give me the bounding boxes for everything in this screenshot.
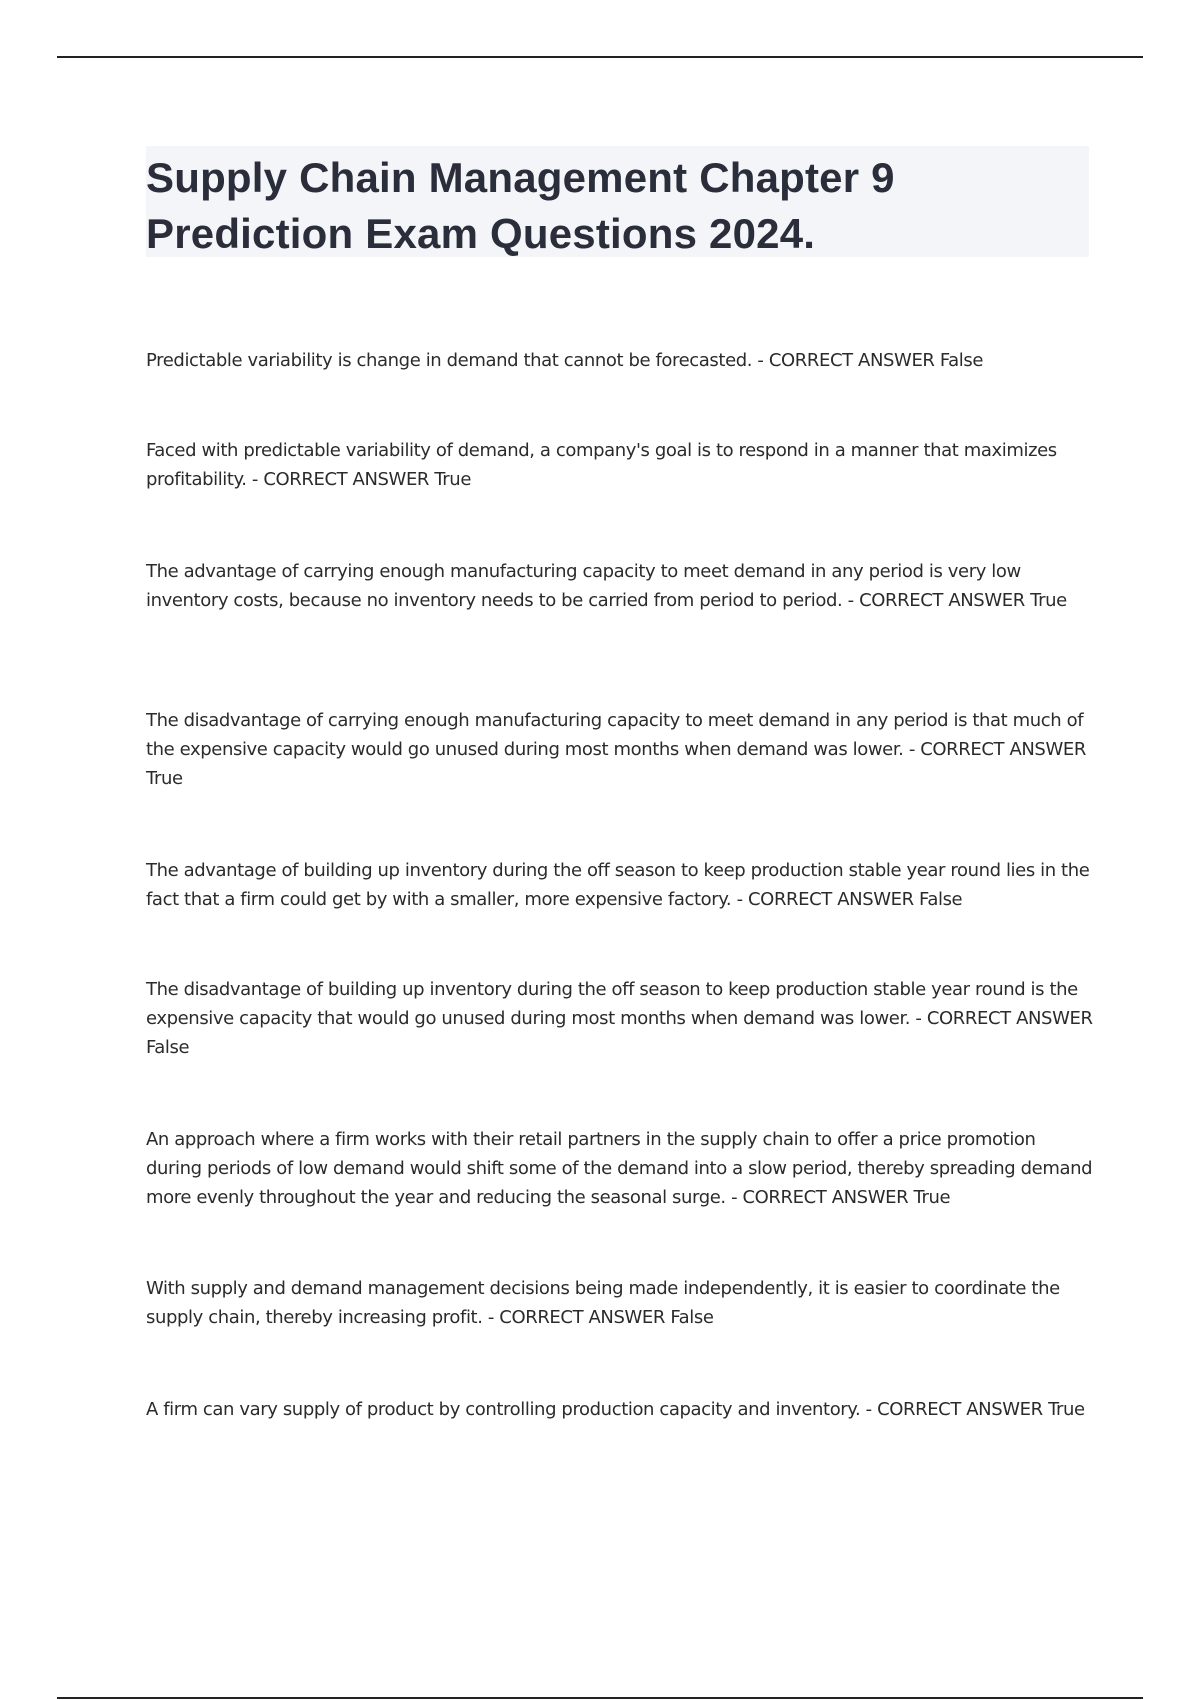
separator: - — [731, 889, 749, 910]
separator: - — [903, 739, 921, 760]
question-text: The disadvantage of building up inventory during the off season to keep production stable year round is the expensive capacity that would go unused during most months when demand was lower. — [146, 979, 1078, 1029]
qa-item-4 — [146, 706, 1096, 793]
answer-prefix: CORRECT ANSWER — [926, 1008, 1093, 1029]
answer-prefix: CORRECT ANSWER — [499, 1307, 665, 1328]
answer-prefix: CORRECT ANSWER — [742, 1187, 909, 1208]
qa-item-6 — [146, 975, 1096, 1062]
question-text: A firm can vary supply of product by controlling production capacity and inventory. — [146, 1399, 861, 1420]
answer-value: False — [939, 350, 984, 371]
qa-item-2 — [146, 436, 1096, 494]
separator: - — [860, 1399, 878, 1420]
answer-value: False — [146, 1037, 190, 1058]
answer-prefix: CORRECT ANSWER — [263, 469, 430, 490]
answer-prefix: CORRECT ANSWER — [920, 739, 1086, 760]
question-text: Predictable variability is change in demand that cannot be forecasted. — [146, 350, 753, 371]
separator: - — [725, 1187, 743, 1208]
question-text: The disadvantage of carrying enough manufacturing capacity to meet demand in any period is that much of the expensive capacity would go unused during most months when demand was lower. — [146, 710, 1084, 760]
answer-value: False — [670, 1307, 714, 1328]
separator: - — [842, 590, 860, 611]
question-text: Faced with predictable variability of demand, a company's goal is to respond in a manner that maximizes profitability. — [146, 440, 1057, 490]
qa-item-5 — [146, 856, 1096, 914]
separator: - — [752, 350, 769, 371]
separator: - — [910, 1008, 927, 1029]
question-text: An approach where a firm works with their retail partners in the supply chain to offer a price promotion during periods of low demand would shift some of the demand into a slow period, thereby spreading demand more evenly throughout the year and reducing the seasonal surge. — [146, 1129, 1093, 1208]
answer-value: False — [919, 889, 963, 910]
question-text: The advantage of carrying enough manufacturing capacity to meet demand in any period is very low inventory costs, because no inventory needs to be carried from period to period. — [146, 561, 1021, 611]
answer-prefix: CORRECT ANSWER — [748, 889, 914, 910]
qa-item-7 — [146, 1125, 1096, 1212]
qa-item-1 — [146, 346, 1096, 375]
top-divider — [57, 56, 1143, 58]
qa-item-9 — [146, 1395, 1096, 1424]
qa-item-8 — [146, 1274, 1096, 1332]
answer-value: True — [146, 768, 183, 789]
qa-item-3 — [146, 557, 1096, 615]
bottom-divider — [57, 1697, 1143, 1699]
question-text: The advantage of building up inventory during the off season to keep production stable year round lies in the fact that a firm could get by with a smaller, more expensive factory. — [146, 860, 1090, 910]
title-block — [146, 146, 1089, 257]
answer-prefix: CORRECT ANSWER — [859, 590, 1025, 611]
answer-value: True — [434, 469, 471, 490]
separator: - — [482, 1307, 500, 1328]
answer-value: True — [913, 1187, 951, 1208]
separator: - — [246, 469, 264, 490]
answer-prefix: CORRECT ANSWER — [768, 350, 935, 371]
page-title: Supply Chain Management Chapter 9 Prediction Exam Questions 2024. — [146, 154, 895, 257]
question-text: With supply and demand management decisions being made independently, it is easier to coordinate the supply chain, thereby increasing profit. — [146, 1278, 1060, 1328]
answer-prefix: CORRECT ANSWER — [877, 1399, 1043, 1420]
answer-value: True — [1030, 590, 1067, 611]
answer-value: True — [1048, 1399, 1085, 1420]
